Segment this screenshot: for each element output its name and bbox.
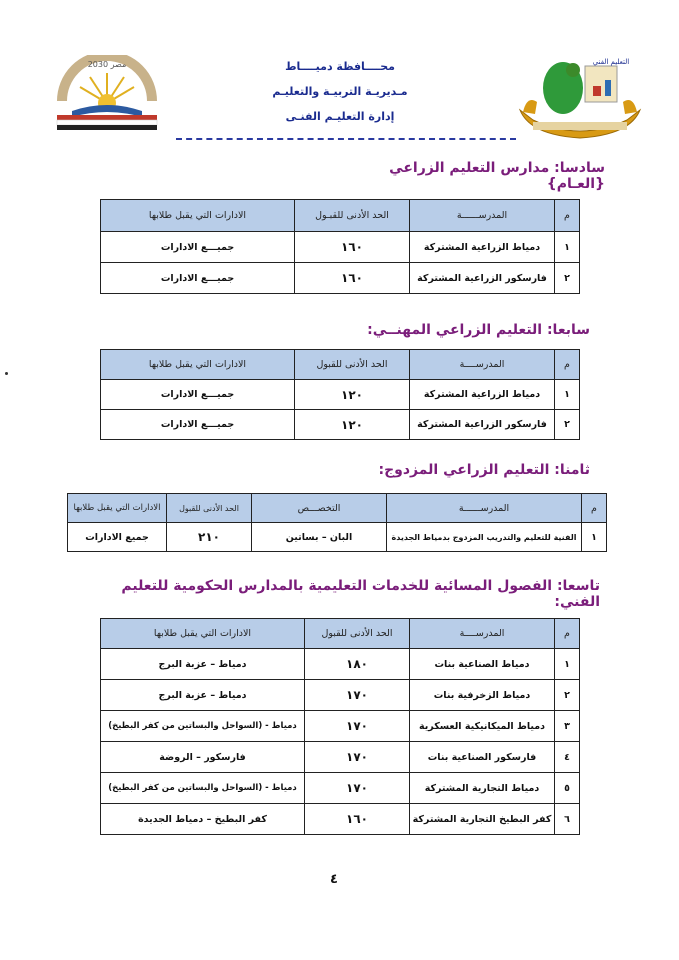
col-header-districts: الادارات التي يقبل طلابها — [101, 619, 305, 649]
cell-index: ١ — [555, 380, 580, 410]
cell-index: ١ — [555, 232, 580, 263]
table-vocational-agri — [100, 349, 580, 440]
technical-education-logo — [515, 50, 645, 142]
margin-mark — [5, 372, 8, 375]
cell-districts: فارسكور – الروضة — [101, 742, 305, 773]
cell-districts: دمياط – عزبة البرج — [101, 649, 305, 680]
cell-index: ٢ — [555, 263, 580, 294]
header-directorate: مـديريـة التربيـة والتعليـم — [272, 85, 408, 98]
cell-min-score: ١٢٠ — [295, 380, 410, 410]
cell-school: دمياط الزراعية المشتركة — [410, 232, 555, 263]
col-header-min-score: الحد الأدنى للقبـول — [295, 200, 410, 232]
col-header-districts: الادارات التي يقبل طلابها — [101, 200, 295, 232]
table-row — [101, 410, 580, 440]
table-row — [101, 263, 580, 294]
cell-index: ٦ — [555, 804, 580, 835]
col-header-specialization: التخصـــص — [252, 494, 387, 523]
cell-min-score: ١٨٠ — [305, 649, 410, 680]
cell-min-score: ١٢٠ — [295, 410, 410, 440]
cell-school: فارسكور الزراعية المشتركة — [410, 410, 555, 440]
col-header-index: م — [555, 200, 580, 232]
cell-min-score: ١٦٠ — [295, 232, 410, 263]
col-header-min-score: الحد الأدنى للقبول — [167, 494, 252, 523]
logo-right-text: التعليم الفني — [592, 58, 630, 66]
cell-districts: جميـــع الادارات — [101, 263, 295, 294]
table-row — [101, 680, 580, 711]
col-header-school: المدرســــة — [410, 619, 555, 649]
cell-school: دمياط التجارية المشتركة — [410, 773, 555, 804]
cell-school: دمياط الميكانيكية العسكرية — [410, 711, 555, 742]
cell-districts: جميع الادارات — [68, 523, 167, 552]
cell-min-score: ١٧٠ — [305, 773, 410, 804]
cell-districts: جميـــع الادارات — [101, 380, 295, 410]
logo-left-text: مصر 2030 — [87, 60, 127, 69]
table-row — [101, 232, 580, 263]
table-row — [101, 649, 580, 680]
table-dual-agri — [67, 493, 607, 552]
cell-districts: جميـــع الادارات — [101, 410, 295, 440]
cell-index: ٢ — [555, 680, 580, 711]
header-department: إدارة التعليـم الفنـى — [285, 110, 395, 123]
table-row — [68, 523, 607, 552]
cell-school: دمياط الصناعية بنات — [410, 649, 555, 680]
cell-districts: دمياط - (السواحل والبساتين من كفر البطيخ) — [101, 773, 305, 804]
col-header-index: م — [555, 350, 580, 380]
section-title-general-agri: سادسا: مدارس التعليم الزراعي {العـام} — [389, 160, 605, 192]
cell-index: ٥ — [555, 773, 580, 804]
col-header-min-score: الحد الأدنى للقبول — [305, 619, 410, 649]
cell-min-score: ١٧٠ — [305, 680, 410, 711]
cell-index: ١ — [582, 523, 607, 552]
cell-school: كفر البطيخ التجارية المشتركة — [410, 804, 555, 835]
cell-specialization: البان – بساتين — [252, 523, 387, 552]
col-header-districts: الادارات التي يقبل طلابها — [68, 494, 167, 523]
cell-school: فارسكور الصناعية بنات — [410, 742, 555, 773]
cell-districts: دمياط – عزبة البرج — [101, 680, 305, 711]
section-title-vocational-agri: سابعا: التعليم الزراعي المهنــي: — [367, 322, 590, 338]
section-title-evening-classes: تاسعا: الفصول المسائية للخدمات التعليمية بالمدارس الحكومية للتعليم الفني: — [121, 578, 600, 610]
cell-min-score: ١٦٠ — [305, 804, 410, 835]
cell-school: دمياط الزراعية المشتركة — [410, 380, 555, 410]
cell-school: الفنية للتعليم والتدريب المزدوج بدمياط الجديدة — [387, 523, 582, 552]
col-header-min-score: الحد الأدنى للقبول — [295, 350, 410, 380]
cell-districts: دمياط - (السواحل والبساتين من كفر البطيخ) — [101, 711, 305, 742]
cell-min-score: ١٦٠ — [295, 263, 410, 294]
table-row — [101, 711, 580, 742]
col-header-index: م — [582, 494, 607, 523]
table-general-agri — [100, 199, 580, 294]
table-evening-classes — [100, 618, 580, 835]
cell-index: ٤ — [555, 742, 580, 773]
cell-min-score: ١٧٠ — [305, 742, 410, 773]
col-header-school: المدرســــــة — [387, 494, 582, 523]
table-row — [101, 773, 580, 804]
table-row — [101, 742, 580, 773]
col-header-index: م — [555, 619, 580, 649]
cell-min-score: ٢١٠ — [167, 523, 252, 552]
col-header-districts: الادارات التي يقبل طلابها — [101, 350, 295, 380]
cell-districts: كفر البطيخ – دمياط الجديدة — [101, 804, 305, 835]
cell-index: ٣ — [555, 711, 580, 742]
section-title-dual-agri: ثامنا: التعليم الزراعي المزدوج: — [378, 462, 590, 478]
header-divider — [176, 138, 516, 140]
egypt-2030-logo — [52, 55, 162, 137]
col-header-school: المدرســــة — [410, 350, 555, 380]
table-row — [101, 380, 580, 410]
cell-school: دمياط الزخرفية بنات — [410, 680, 555, 711]
cell-school: فارسكور الزراعية المشتركة — [410, 263, 555, 294]
table-row — [101, 804, 580, 835]
cell-min-score: ١٧٠ — [305, 711, 410, 742]
cell-index: ١ — [555, 649, 580, 680]
col-header-school: المدرســــــة — [410, 200, 555, 232]
cell-index: ٢ — [555, 410, 580, 440]
cell-districts: جميـــع الادارات — [101, 232, 295, 263]
header-governorate: محــــافظة دميــــاط — [285, 60, 395, 73]
page-number: ٤ — [330, 872, 338, 887]
